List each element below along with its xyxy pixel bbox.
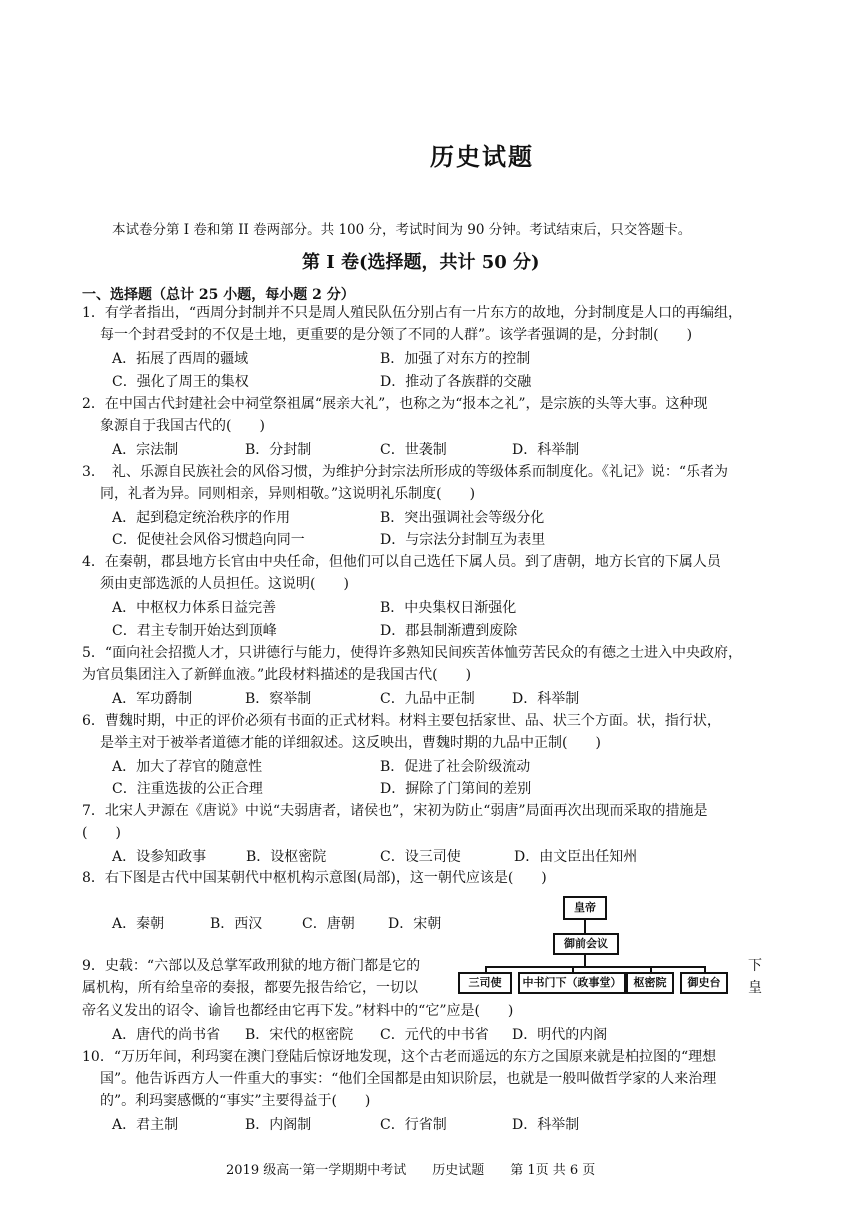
question-3-line-2: 同，礼者为异。同则相亲，异则相敬。”这说明礼乐制度( ) (100, 486, 476, 502)
diagram-sansi-box: 三司使 (458, 972, 512, 994)
question-7-option-a[interactable]: A．设参知政事 (112, 849, 207, 865)
question-10-option-a[interactable]: A．君主制 (112, 1117, 179, 1133)
question-1-option-c[interactable]: C．强化了周王的集权 (112, 374, 249, 390)
question-4-option-d[interactable]: D．郡县制渐遭到废除 (380, 623, 518, 639)
question-7-option-d[interactable]: D．由文臣出任知州 (514, 849, 638, 865)
diagram-branch-line (485, 966, 704, 968)
question-9-option-a[interactable]: A．唐代的尚书省 (112, 1027, 221, 1043)
question-3-option-c[interactable]: C．促使社会风俗习惯趋向同一 (112, 532, 305, 548)
question-2-line-2: 象源自于我国古代的( ) (100, 418, 265, 434)
question-10-option-b[interactable]: B．内阁制 (245, 1117, 312, 1133)
question-6-option-d[interactable]: D．摒除了门第间的差别 (380, 781, 532, 797)
question-10-line-2: 国”。他告诉西方人一件重大的事实：“他们全国都是由知识阶层，也就是一般叫做哲学家的人来治理 (100, 1071, 717, 1087)
diagram-connector (584, 955, 586, 966)
diagram-connector (584, 920, 586, 933)
page-title: 历史试题 (430, 142, 534, 171)
question-8-line-1: 8．右下图是古代中国某朝代中枢机构示意图(局部)，这一朝代应该是( ) (82, 870, 547, 886)
question-1-line-1: 1．有学者指出，“西周分封制并不只是周人殖民队伍分别占有一片东方的故地，分封制度是人口的再编组， (82, 305, 743, 321)
question-3-line-1: 3． 礼、乐源自民族社会的风俗习惯，为维护分封宗法所形成的等级体系而制度化。《礼记》说：“乐者为 (82, 464, 729, 480)
question-4-option-a[interactable]: A．中枢权力体系日益完善 (112, 600, 277, 616)
diagram-yushi-box: 御史台 (680, 972, 728, 994)
question-5-option-b[interactable]: B．察举制 (245, 691, 312, 707)
question-9-option-c[interactable]: C．元代的中书省 (380, 1027, 489, 1043)
diagram-shumi-box: 枢密院 (626, 972, 674, 994)
question-4-option-b[interactable]: B．中央集权日渐强化 (380, 600, 517, 616)
question-5-line-2: 为官员集团注入了新鲜血液。”此段材料描述的是我国古代( ) (82, 667, 472, 683)
question-2-option-c[interactable]: C．世袭制 (380, 442, 447, 458)
question-7-line-2: ( ) (82, 825, 121, 841)
question-10-option-c[interactable]: C．行省制 (380, 1117, 447, 1133)
question-9-line-1: 9．史载：“六部以及总掌军政刑狱的地方衙门都是它的 (82, 958, 421, 974)
question-3-option-a[interactable]: A．起到稳定统治秩序的作用 (112, 510, 291, 526)
question-1-option-a[interactable]: A．拓展了西周的疆域 (112, 351, 249, 367)
question-1-option-b[interactable]: B．加强了对东方的控制 (380, 351, 531, 367)
question-6-line-1: 6．曹魏时期，中正的评价必须有书面的正式材料。材料主要包括家世、品、状三个方面。状，指行状， (82, 713, 721, 729)
question-1-option-d[interactable]: D．推动了各族群的交融 (380, 374, 532, 390)
question-9-line-2: 属机构，所有给皇帝的奏报，都要先报告给它，一切以 (82, 980, 418, 996)
question-3-option-b[interactable]: B．突出强调社会等级分化 (380, 510, 545, 526)
question-7-option-c[interactable]: C．设三司使 (380, 849, 461, 865)
question-5-option-d[interactable]: D．科举制 (512, 691, 580, 707)
question-4-option-c[interactable]: C．君主专制开始达到顶峰 (112, 623, 277, 639)
question-10-line-3: 的”。利玛窦感慨的“事实”主要得益于( ) (100, 1093, 371, 1109)
question-8-option-d[interactable]: D．宋朝 (388, 916, 442, 932)
question-2-option-a[interactable]: A．宗法制 (112, 442, 179, 458)
question-4-line-2: 须由吏部选派的人员担任。这说明( ) (100, 576, 349, 592)
question-2-option-d[interactable]: D．科举制 (512, 442, 580, 458)
part-one-title: 第 I 卷(选择题，共计 50 分) (302, 252, 540, 273)
question-9-line-2-end: 皇 (748, 980, 762, 996)
diagram-emperor-box: 皇帝 (563, 896, 607, 920)
question-1-line-2: 每一个封君受封的不仅是土地，更重要的是分领了不同的人群”。该学者强调的是，分封制( ) (100, 327, 693, 343)
question-6-option-c[interactable]: C．注重选拔的公正合理 (112, 781, 263, 797)
question-2-line-1: 2．在中国古代封建社会中祠堂祭祖属“展亲大礼”，也称之为“报本之礼”，是宗族的头等大事。这种现 (82, 396, 708, 412)
question-9-line-3: 帝名义发出的诏令、谕旨也都经由它再下发。”材料中的“它”应是( ) (82, 1003, 514, 1019)
question-7-line-1: 7．北宋人尹源在《唐说》中说“夫弱唐者，诸侯也”，宋初为防止“弱唐”局面再次出现而采取的措施是 (82, 803, 708, 819)
question-7-option-b[interactable]: B．设枢密院 (246, 849, 327, 865)
diagram-zhongshu-box: 中书门下（政事堂） (518, 972, 626, 994)
question-5-option-c[interactable]: C．九品中正制 (380, 691, 475, 707)
question-10-option-d[interactable]: D．科举制 (512, 1117, 580, 1133)
question-6-line-2: 是举主对于被举者道德才能的详细叙述。这反映出，曹魏时期的九品中正制( ) (100, 735, 601, 751)
exam-instructions: 本试卷分第 I 卷和第 II 卷两部分。共 100 分，考试时间为 90 分钟。考试结束后，只交答题卡。 (112, 222, 692, 238)
question-4-line-1: 4．在秦朝，郡县地方长官由中央任命，但他们可以自己选任下属人员。到了唐朝，地方长官的下属人员 (82, 554, 721, 570)
question-5-option-a[interactable]: A．军功爵制 (112, 691, 193, 707)
question-8-option-c[interactable]: C．唐朝 (302, 916, 355, 932)
question-10-line-1: 10．“万历年间，利玛窦在澳门登陆后惊讶地发现，这个古老而遥远的东方之国原来就是柏拉图的“理想 (82, 1049, 717, 1065)
question-6-option-a[interactable]: A．加大了荐官的随意性 (112, 759, 263, 775)
page-footer: 2019 级高一第一学期期中考试 历史试题 第 1页 共 6 页 (226, 1163, 596, 1178)
question-8-option-b[interactable]: B．西汉 (210, 916, 263, 932)
question-8-option-a[interactable]: A．秦朝 (112, 916, 165, 932)
question-9-line-1-end: 下 (748, 958, 762, 974)
question-9-option-b[interactable]: B．宋代的枢密院 (245, 1027, 354, 1043)
question-2-option-b[interactable]: B．分封制 (245, 442, 312, 458)
question-3-option-d[interactable]: D．与宗法分封制互为表里 (380, 532, 546, 548)
section-title: 一、选择题（总计 25 小题，每小题 2 分） (82, 287, 355, 303)
diagram-council-box: 御前会议 (553, 933, 619, 955)
question-9-option-d[interactable]: D．明代的内阁 (512, 1027, 608, 1043)
question-5-line-1: 5．“面向社会招揽人才，只讲德行与能力，使得许多熟知民间疾苦体恤劳苦民众的有德之士进入中央政府， (82, 645, 743, 661)
question-6-option-b[interactable]: B．促进了社会阶级流动 (380, 759, 531, 775)
